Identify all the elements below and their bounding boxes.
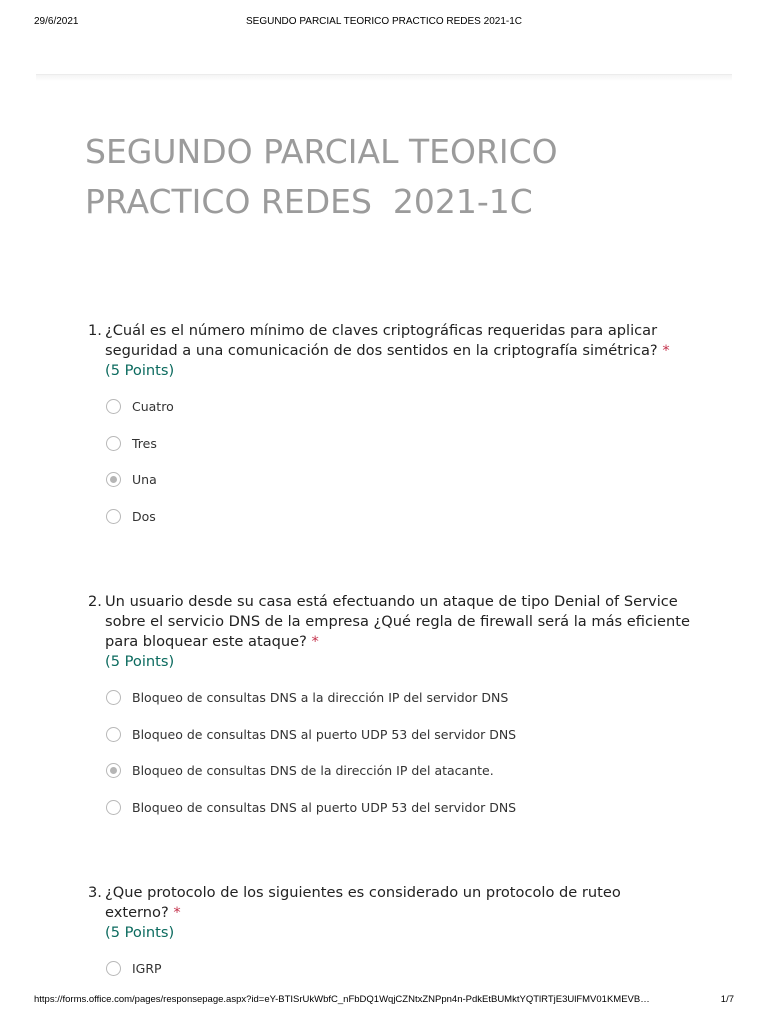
question-line: Un usuario desde su casa está efectuando un ataque de tipo Denial of Service	[105, 593, 678, 610]
option-igrp[interactable]	[88, 959, 708, 979]
question-number: 2.	[88, 593, 102, 610]
print-title: SEGUNDO PARCIAL TEORICO PRACTICO REDES 2021-1C	[246, 16, 522, 27]
question-line: sobre el servicio DNS de la empresa ¿Qué regla de firewall será la más eficiente	[105, 613, 690, 630]
print-date: 29/6/2021	[34, 16, 79, 27]
form-title	[85, 127, 645, 227]
question-1	[88, 321, 708, 544]
question-line: ¿Cuál es el número mínimo de claves criptográficas requeridas para aplicar	[105, 322, 658, 339]
print-header	[0, 16, 768, 30]
option-label: Una	[132, 472, 157, 488]
option-block-ip-server[interactable]	[88, 688, 708, 708]
question-points: (5 Points)	[105, 362, 175, 379]
question-text	[88, 883, 708, 943]
radio-button[interactable]	[106, 800, 121, 815]
radio-button[interactable]	[106, 436, 121, 451]
options-group	[88, 959, 708, 979]
radio-button[interactable]	[106, 727, 121, 742]
option-label: Bloqueo de consultas DNS al puerto UDP 53 del servidor DNS	[132, 800, 517, 816]
question-points: (5 Points)	[105, 653, 175, 670]
question-text	[88, 321, 708, 381]
question-line: para bloquear este ataque? *	[105, 633, 319, 650]
form-card-edge	[36, 74, 732, 81]
form-title-line-1: SEGUNDO PARCIAL TEORICO	[85, 132, 558, 171]
option-cuatro[interactable]	[88, 397, 708, 417]
options-group	[88, 397, 708, 527]
question-number: 1.	[88, 322, 102, 339]
radio-button[interactable]	[106, 399, 121, 414]
option-label: IGRP	[132, 961, 162, 976]
question-line: seguridad a una comunicación de dos sentidos en la criptografía simétrica? *	[105, 342, 670, 359]
page-number: 1/7	[720, 994, 734, 1005]
required-mark: *	[662, 342, 670, 359]
option-label: Bloqueo de consultas DNS de la dirección IP del atacante.	[132, 763, 494, 779]
radio-button[interactable]	[106, 690, 121, 705]
question-line: externo? *	[105, 904, 181, 921]
option-label: Cuatro	[132, 399, 174, 414]
question-line: ¿Que protocolo de los siguientes es considerado un protocolo de ruteo	[105, 884, 621, 901]
question-number: 3.	[88, 884, 102, 901]
options-group	[88, 688, 708, 818]
print-footer	[0, 994, 768, 1008]
option-dos[interactable]	[88, 507, 708, 527]
required-mark: *	[311, 633, 319, 650]
radio-button[interactable]	[106, 961, 121, 976]
option-label: Tres	[132, 435, 157, 451]
radio-button[interactable]	[106, 509, 121, 524]
question-3	[88, 883, 708, 996]
question-points: (5 Points)	[105, 924, 175, 941]
option-una[interactable]	[88, 470, 708, 490]
print-url: https://forms.office.com/pages/responsepage.aspx?id=eY-BTISrUkWbfC_nFbDQ1WqjCZNtxZNPpn4n-PdkEtBUMktYQTlRTjE3UlFMV01KMEVB…	[34, 994, 650, 1005]
required-mark: *	[173, 904, 181, 921]
option-label: Bloqueo de consultas DNS al puerto UDP 53 del servidor DNS	[132, 726, 517, 742]
option-label: Bloqueo de consultas DNS a la dirección IP del servidor DNS	[132, 690, 509, 705]
question-2	[88, 592, 708, 835]
radio-button-selected[interactable]	[106, 472, 121, 487]
option-block-attacker-ip[interactable]	[88, 761, 708, 781]
option-block-udp53-duplicate[interactable]	[88, 798, 708, 818]
radio-button-selected[interactable]	[106, 763, 121, 778]
form-title-line-2: PRACTICO REDES 2021-1C	[85, 182, 533, 221]
question-text	[88, 592, 708, 672]
option-label: Dos	[132, 509, 156, 525]
option-block-udp53[interactable]	[88, 725, 708, 745]
option-tres[interactable]	[88, 434, 708, 454]
